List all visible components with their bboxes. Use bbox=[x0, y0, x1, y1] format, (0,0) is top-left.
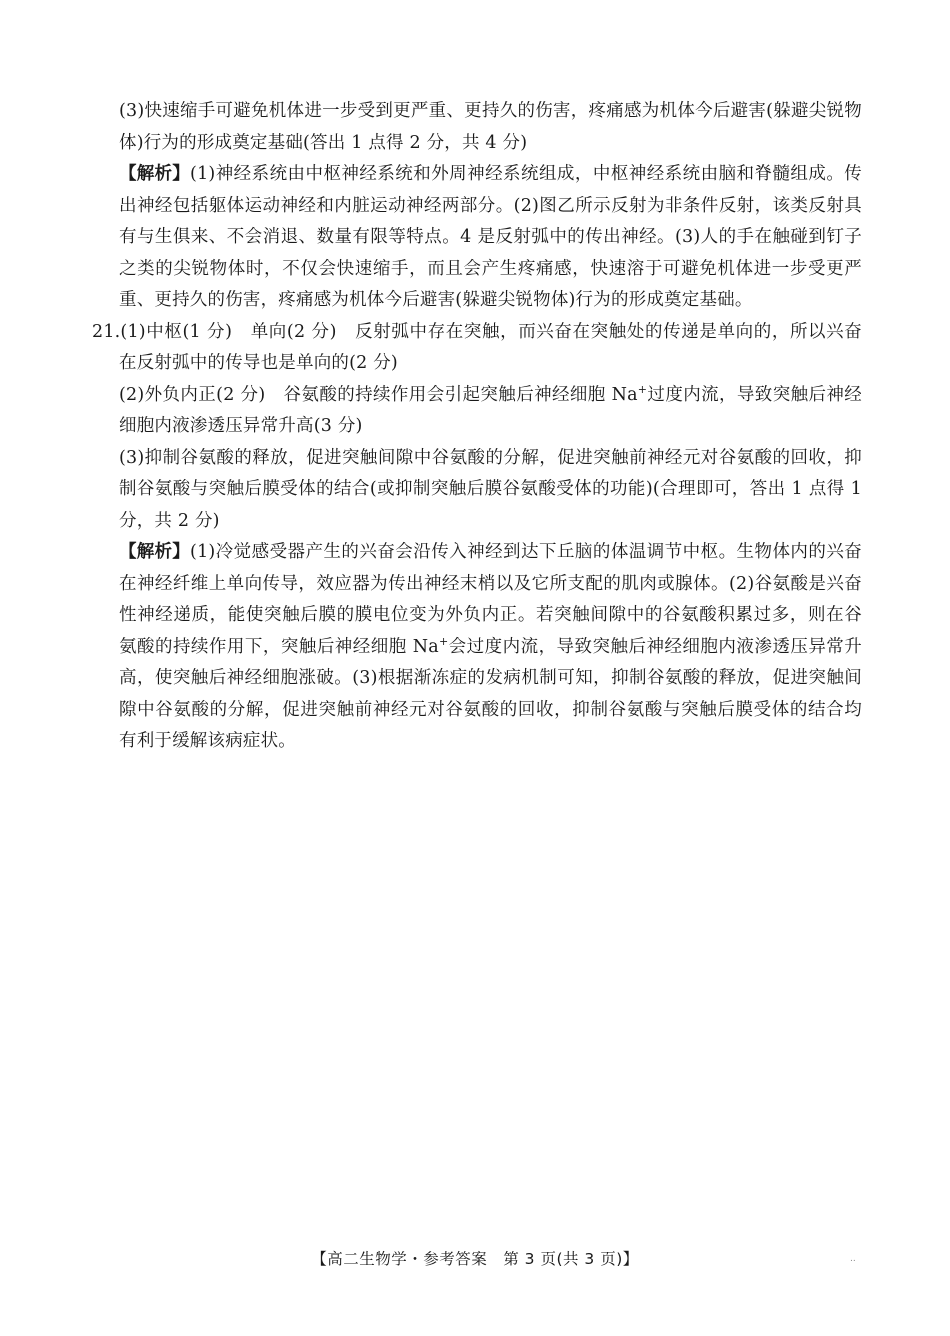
q21-part1-answer: 21.(1)中枢(1 分) 单向(2 分) 反射弧中存在突触，而兴奋在突触处的传递是单向的，所以兴奋在反射弧中的传导也是单向的(2 分) bbox=[92, 321, 862, 373]
q21-analysis bbox=[92, 537, 862, 758]
q21-part3-answer: (3)抑制谷氨酸的释放，促进突触间隙中谷氨酸的分解，促进突触前神经元对谷氨酸的回收，抑制谷氨酸与突触后膜受体的结合(或抑制突触后膜谷氨酸受体的功能)(合理即可，答出 1 点得 1 分，共 2 分) bbox=[119, 447, 862, 531]
sodium-ion-charge: + bbox=[438, 634, 449, 648]
q21-analysis-text-a: (1)冷觉感受器产生的兴奋会沿传入神经到达下丘脑的体温调节中枢。生物体内的兴奋在神经纤维上单向传导，效应器为传出神经末梢以及它所支配的肌肉或腺体。(2)谷氨酸是兴奋性神经递质，能使突触后膜的膜电位变为外负内正。若突触间隙中的谷氨酸积累过多，则在谷氨酸的持续作用下，突触后神经细胞 Na bbox=[119, 542, 862, 657]
analysis-label: 【解析】 bbox=[119, 542, 191, 562]
analysis-label: 【解析】 bbox=[119, 164, 191, 184]
q21-analysis-text-b: 会过度内流，导致突触后神经细胞内液渗透压异常升高，使突触后神经细胞涨破。(3)根据渐冻症的发病机制可知，抑制谷氨酸的释放，促进突触间隙中谷氨酸的分解，促进突触前神经元对谷氨酸的回收，抑制谷氨酸与突触后膜受体的结合均有利于缓解该病症状。 bbox=[119, 636, 862, 751]
q21-part2-text-a: (2)外负内正(2 分) 谷氨酸的持续作用会引起突触后神经细胞 Na bbox=[119, 384, 638, 405]
q20-analysis bbox=[92, 159, 862, 317]
q20-analysis-text: (1)神经系统由中枢神经系统和外周神经系统组成，中枢神经系统由脑和脊髓组成。传出神经包括躯体运动神经和内脏运动神经两部分。(2)图乙所示反射为非条件反射，该类反射具有与生俱来、不会消退、数量有限等特点。4 是反射弧中的传出神经。(3)人的手在触碰到钉子之类的尖锐物体时，不仅会快速缩手，而且会产生疼痛感，快速溶于可避免机体进一步受更严重、更持久的伤害，疼痛感为机体今后避害(躲避尖锐物体)行为的形成奠定基础。 bbox=[119, 164, 862, 310]
page-footer: 【高二生物学・参考答案 第 3 页(共 3 页)】 bbox=[311, 1250, 639, 1268]
q20-part3-answer: (3)快速缩手可避免机体进一步受到更严重、更持久的伤害，疼痛感为机体今后避害(躲避尖锐物体)行为的形成奠定基础(答出 1 点得 2 分，共 4 分) bbox=[119, 101, 862, 153]
answer-content bbox=[92, 96, 862, 758]
footer-mark: .. bbox=[850, 1254, 856, 1264]
sodium-ion-charge: + bbox=[637, 382, 648, 396]
q21-part2-text-b: 过度内流，导致突触后神经细胞内液渗透压异常升高(3 分) bbox=[119, 384, 862, 436]
q21-part2-answer bbox=[92, 380, 862, 443]
